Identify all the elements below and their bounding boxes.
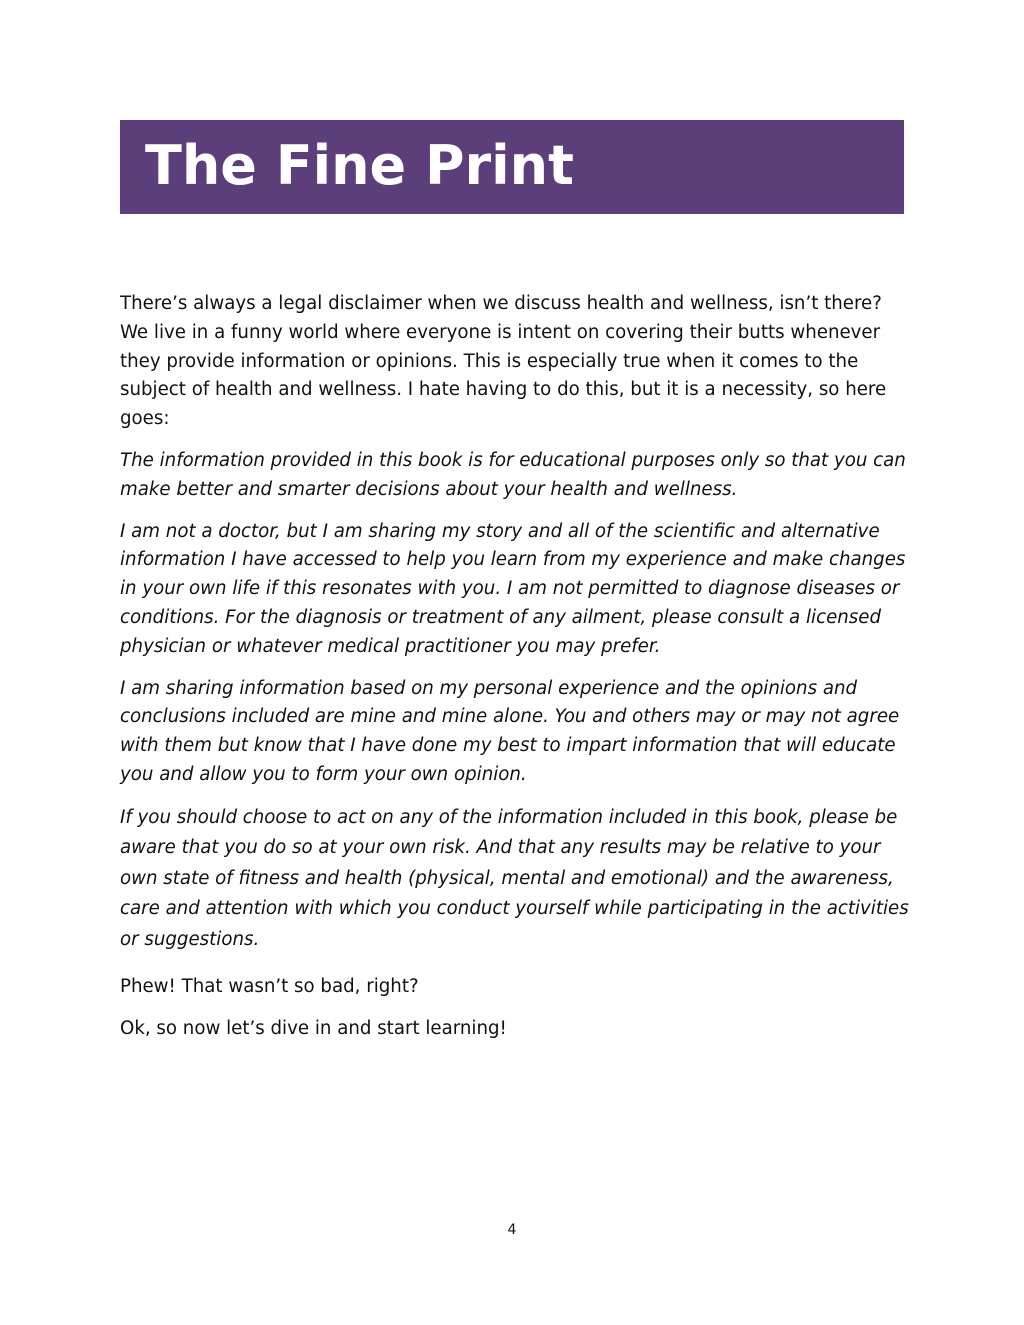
disclaimer-paragraph-educational: The information provided in this book is for educational purposes only so that you can make better and smarter decisions about your health and wellness. [120,449,906,500]
closing-paragraph-phew: Phew! That wasn’t so bad, right? [120,976,419,998]
page-number: 4 [507,1222,517,1238]
title-banner [120,120,904,214]
body-content [120,290,910,1057]
disclaimer-paragraph-risk: If you should choose to act on any of the information included in this book, please be aware that you do so at your own risk. And that any results may be relative to your own state of fitness and health (physical, mental and emotional) and the awareness, care and attention with which you conduct yourself while participating in the activities or suggestions. [120,806,909,950]
disclaimer-paragraph-opinions: I am sharing information based on my personal experience and the opinions and conclusions included are mine and mine alone. You and others may or may not agree with them but know that I have done my best to impart information that will educate you and allow you to form your own opinion. [120,677,900,785]
disclaimer-paragraph-not-doctor: I am not a doctor, but I am sharing my story and all of the scientific and alternative information I have accessed to help you learn from my experience and make changes in your own life if this resonates with you. I am not permitted to diagnose diseases or conditions. For the diagnosis or treatment of any ailment, please consult a licensed physician or whatever medical practitioner you may prefer. [120,520,906,657]
intro-paragraph: There’s always a legal disclaimer when we discuss health and wellness, isn’t there? We live in a funny world where everyone is intent on covering their butts whenever they provide information or opinions. This is especially true when it comes to the subject of health and wellness. I hate having to do this, but it is a necessity, so here goes: [120,293,887,430]
page-title: The Fine Print [145,134,574,197]
closing-paragraph-dive-in: Ok, so now let’s dive in and start learning! [120,1018,507,1040]
